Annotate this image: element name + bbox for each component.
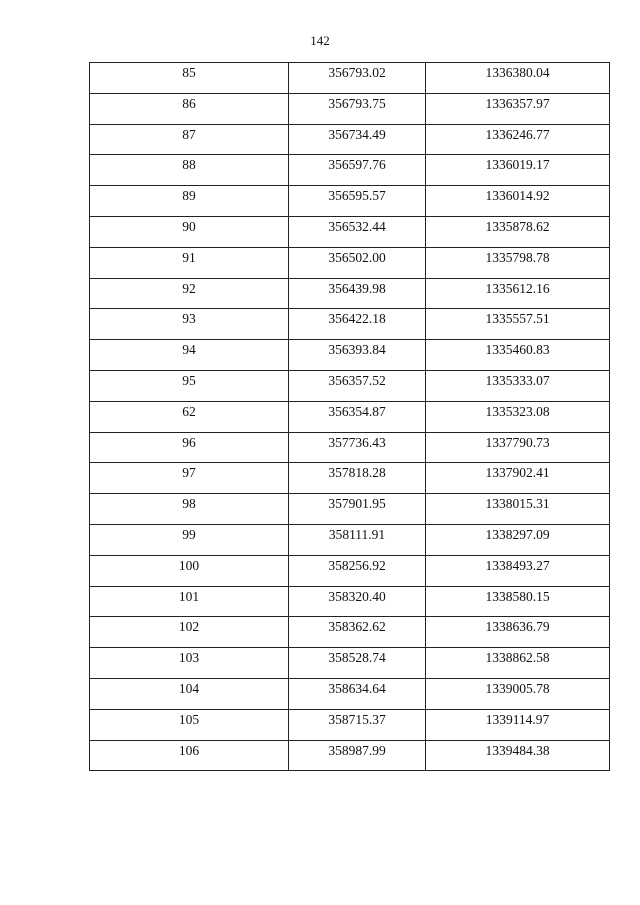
y-coordinate-cell: 1338493.27 — [426, 555, 610, 586]
table-row — [90, 678, 610, 709]
table-row — [90, 617, 610, 648]
point-number-cell: 92 — [90, 278, 289, 309]
y-coordinate-cell: 1339005.78 — [426, 678, 610, 709]
y-coordinate-cell: 1335323.08 — [426, 401, 610, 432]
point-number-cell: 106 — [90, 740, 289, 771]
page-number: 142 — [310, 33, 330, 48]
table-row — [90, 155, 610, 186]
point-number-cell: 99 — [90, 524, 289, 555]
table-row — [90, 494, 610, 525]
y-coordinate-cell: 1338636.79 — [426, 617, 610, 648]
table-row — [90, 463, 610, 494]
x-coordinate-cell: 356422.18 — [289, 309, 426, 340]
point-number-cell: 101 — [90, 586, 289, 617]
point-number-cell: 88 — [90, 155, 289, 186]
table-row — [90, 709, 610, 740]
point-number-cell: 87 — [90, 124, 289, 155]
coordinates-table-body — [90, 63, 610, 771]
point-number-cell: 96 — [90, 432, 289, 463]
point-number-cell: 62 — [90, 401, 289, 432]
y-coordinate-cell: 1338580.15 — [426, 586, 610, 617]
y-coordinate-cell: 1336019.17 — [426, 155, 610, 186]
x-coordinate-cell: 356793.75 — [289, 93, 426, 124]
x-coordinate-cell: 356595.57 — [289, 186, 426, 217]
x-coordinate-cell: 358256.92 — [289, 555, 426, 586]
y-coordinate-cell: 1336380.04 — [426, 63, 610, 94]
x-coordinate-cell: 358362.62 — [289, 617, 426, 648]
point-number-cell: 89 — [90, 186, 289, 217]
point-number-cell: 102 — [90, 617, 289, 648]
table-row — [90, 740, 610, 771]
x-coordinate-cell: 358987.99 — [289, 740, 426, 771]
table-row — [90, 340, 610, 371]
y-coordinate-cell: 1336357.97 — [426, 93, 610, 124]
table-row — [90, 278, 610, 309]
x-coordinate-cell: 356393.84 — [289, 340, 426, 371]
point-number-cell: 98 — [90, 494, 289, 525]
coordinates-table — [89, 62, 610, 771]
table-row — [90, 124, 610, 155]
y-coordinate-cell: 1338862.58 — [426, 648, 610, 679]
table-row — [90, 555, 610, 586]
table-row — [90, 63, 610, 94]
y-coordinate-cell: 1335798.78 — [426, 247, 610, 278]
point-number-cell: 97 — [90, 463, 289, 494]
y-coordinate-cell: 1337790.73 — [426, 432, 610, 463]
x-coordinate-cell: 356597.76 — [289, 155, 426, 186]
x-coordinate-cell: 358111.91 — [289, 524, 426, 555]
table-row — [90, 432, 610, 463]
table-row — [90, 186, 610, 217]
y-coordinate-cell: 1337902.41 — [426, 463, 610, 494]
y-coordinate-cell: 1339484.38 — [426, 740, 610, 771]
y-coordinate-cell: 1335878.62 — [426, 216, 610, 247]
x-coordinate-cell: 356354.87 — [289, 401, 426, 432]
y-coordinate-cell: 1336246.77 — [426, 124, 610, 155]
y-coordinate-cell: 1339114.97 — [426, 709, 610, 740]
point-number-cell: 104 — [90, 678, 289, 709]
table-row — [90, 216, 610, 247]
x-coordinate-cell: 357901.95 — [289, 494, 426, 525]
table-row — [90, 586, 610, 617]
y-coordinate-cell: 1335460.83 — [426, 340, 610, 371]
y-coordinate-cell: 1335333.07 — [426, 370, 610, 401]
table-row — [90, 309, 610, 340]
point-number-cell: 86 — [90, 93, 289, 124]
y-coordinate-cell: 1338015.31 — [426, 494, 610, 525]
x-coordinate-cell: 356734.49 — [289, 124, 426, 155]
point-number-cell: 105 — [90, 709, 289, 740]
table-row — [90, 93, 610, 124]
x-coordinate-cell: 356502.00 — [289, 247, 426, 278]
x-coordinate-cell: 356793.02 — [289, 63, 426, 94]
point-number-cell: 90 — [90, 216, 289, 247]
point-number-cell: 93 — [90, 309, 289, 340]
x-coordinate-cell: 358528.74 — [289, 648, 426, 679]
table-row — [90, 648, 610, 679]
point-number-cell: 91 — [90, 247, 289, 278]
table-row — [90, 401, 610, 432]
x-coordinate-cell: 356357.52 — [289, 370, 426, 401]
x-coordinate-cell: 358634.64 — [289, 678, 426, 709]
table-row — [90, 370, 610, 401]
y-coordinate-cell: 1338297.09 — [426, 524, 610, 555]
point-number-cell: 94 — [90, 340, 289, 371]
x-coordinate-cell: 358715.37 — [289, 709, 426, 740]
x-coordinate-cell: 356532.44 — [289, 216, 426, 247]
y-coordinate-cell: 1336014.92 — [426, 186, 610, 217]
x-coordinate-cell: 358320.40 — [289, 586, 426, 617]
point-number-cell: 95 — [90, 370, 289, 401]
x-coordinate-cell: 357818.28 — [289, 463, 426, 494]
point-number-cell: 103 — [90, 648, 289, 679]
y-coordinate-cell: 1335557.51 — [426, 309, 610, 340]
point-number-cell: 85 — [90, 63, 289, 94]
table-row — [90, 247, 610, 278]
x-coordinate-cell: 357736.43 — [289, 432, 426, 463]
table-row — [90, 524, 610, 555]
point-number-cell: 100 — [90, 555, 289, 586]
y-coordinate-cell: 1335612.16 — [426, 278, 610, 309]
x-coordinate-cell: 356439.98 — [289, 278, 426, 309]
